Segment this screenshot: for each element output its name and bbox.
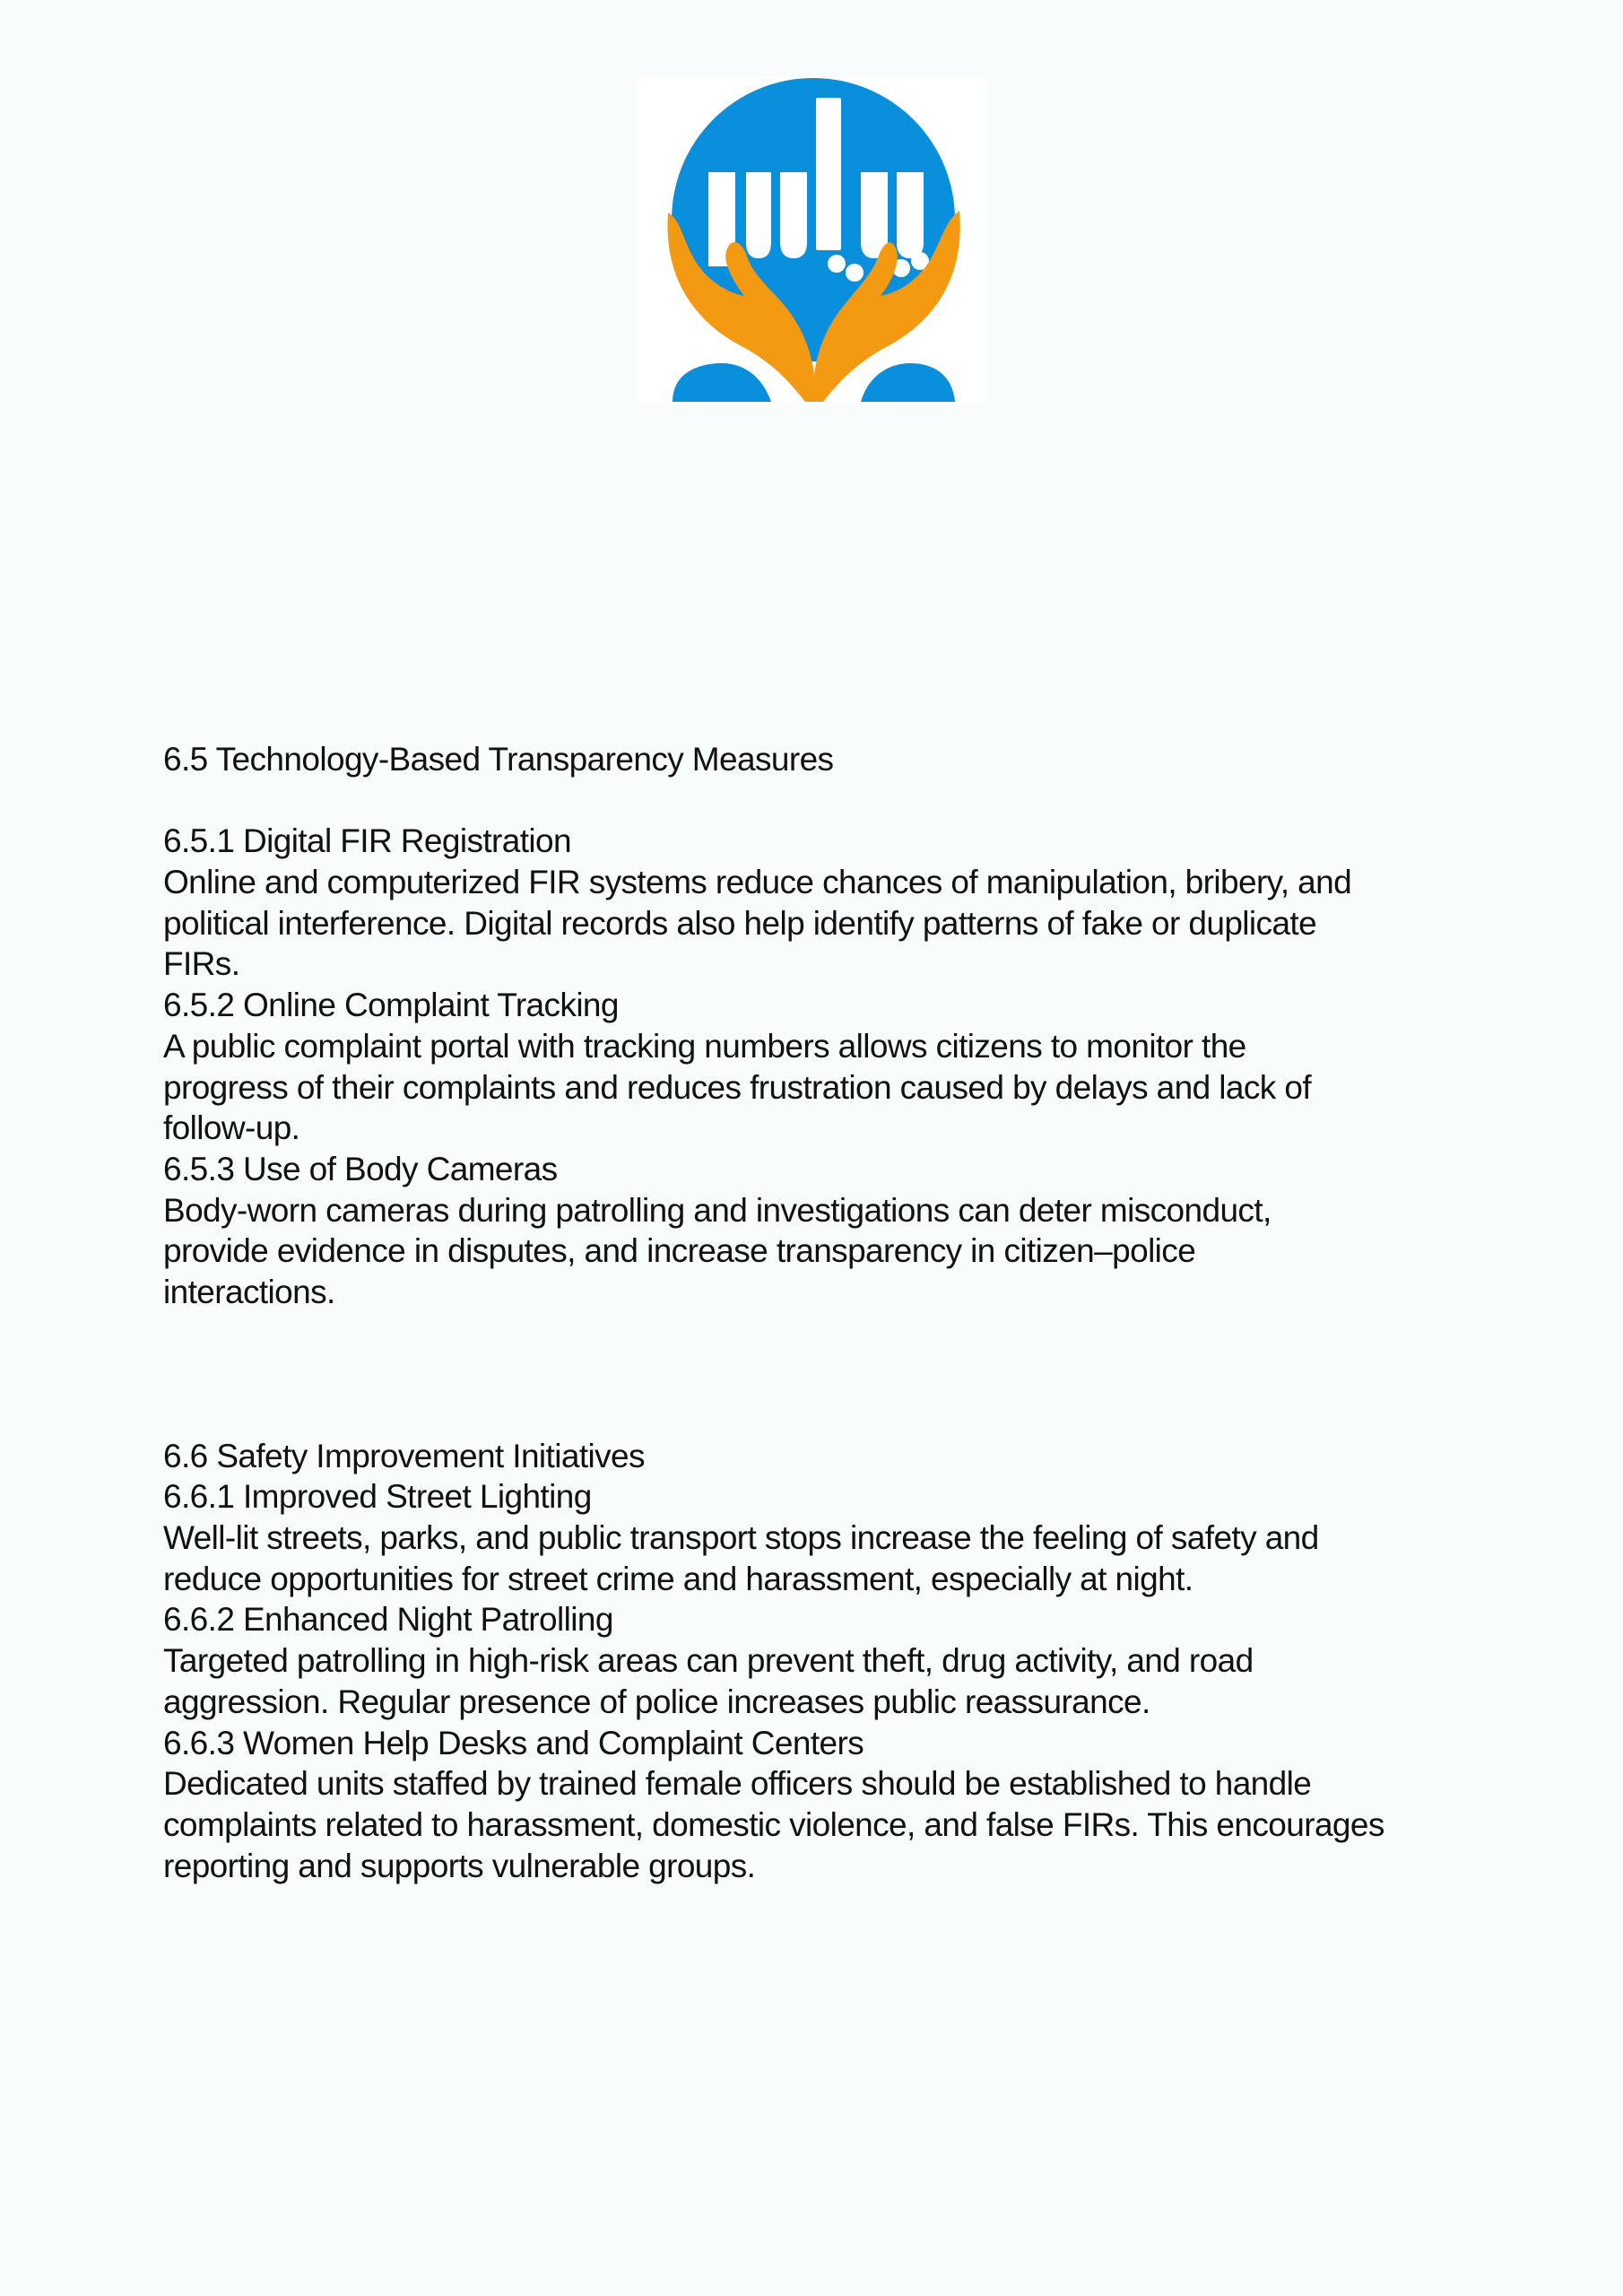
paragraph-line: reporting and supports vulnerable groups.	[163, 1847, 756, 1884]
spacer	[163, 1313, 1454, 1354]
paragraph-line: progress of their complaints and reduces frustration caused by delays and lack of	[163, 1068, 1312, 1106]
paragraph-line: Dedicated units staffed by trained female officers should be established to handle	[163, 1765, 1312, 1803]
paragraph-line: aggression. Regular presence of police increases public reassurance.	[163, 1683, 1150, 1720]
paragraph-line: follow-up.	[163, 1109, 300, 1147]
spacer	[163, 1395, 1454, 1436]
paragraph-line: FIRs.	[163, 945, 240, 983]
subsection-title: 6.5.2 Online Complaint Tracking	[163, 987, 619, 1024]
spacer	[163, 780, 1454, 822]
paragraph-line: complaints related to harassment, domestic violence, and false FIRs. This encourages	[163, 1805, 1384, 1843]
document-body	[163, 739, 1454, 1886]
hands-globe-logo-icon	[637, 76, 986, 402]
subsection-title: 6.6.3 Women Help Desks and Complaint Centers	[163, 1724, 864, 1761]
paragraph-line: A public complaint portal with tracking numbers allows citizens to monitor the	[163, 1027, 1246, 1065]
subsection-title: 6.5.1 Digital FIR Registration	[163, 822, 571, 860]
spacer	[163, 1353, 1454, 1395]
paragraph-line: Body-worn cameras during patrolling and investigations can deter misconduct,	[163, 1191, 1271, 1229]
paragraph-line: provide evidence in disputes, and increase transparency in citizen–police	[163, 1232, 1196, 1270]
subsection-title: 6.6.2 Enhanced Night Patrolling	[163, 1601, 613, 1639]
subsection-title: 6.5.3 Use of Body Cameras	[163, 1150, 558, 1187]
section-heading: 6.6 Safety Improvement Initiatives	[163, 1437, 645, 1474]
paragraph-line: Online and computerized FIR systems reduce chances of manipulation, bribery, and	[163, 864, 1352, 901]
paragraph-line: Well-lit streets, parks, and public transport stops increase the feeling of safety and	[163, 1519, 1319, 1557]
paragraph-line: political interference. Digital records also help identify patterns of fake or duplicate	[163, 904, 1317, 942]
paragraph-line: Targeted patrolling in high-risk areas can prevent theft, drug activity, and road	[163, 1642, 1254, 1680]
section-heading: 6.5 Technology-Based Transparency Measures	[163, 741, 834, 778]
logo	[637, 76, 986, 402]
subsection-title: 6.6.1 Improved Street Lighting	[163, 1478, 592, 1516]
paragraph-line: interactions.	[163, 1273, 335, 1310]
paragraph-line: reduce opportunities for street crime and harassment, especially at night.	[163, 1560, 1193, 1597]
